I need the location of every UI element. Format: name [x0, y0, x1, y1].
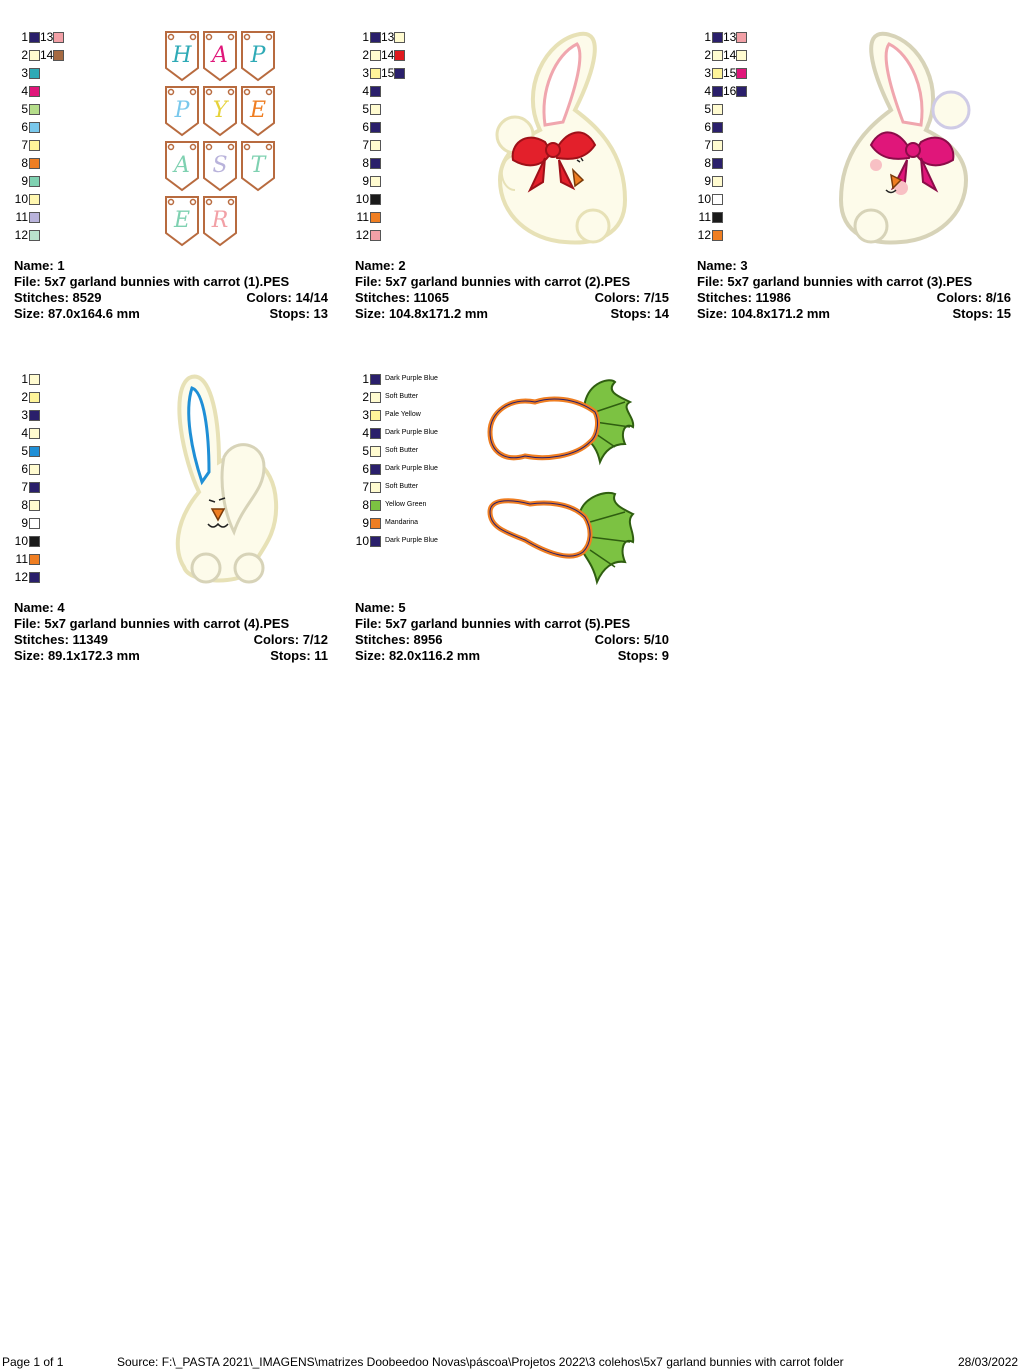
- palette-row: [14, 388, 40, 406]
- color-swatch: [370, 446, 381, 457]
- color-number: 3: [21, 408, 28, 422]
- design-card-2: [355, 0, 671, 330]
- color-palette: [14, 370, 40, 586]
- color-swatch: [53, 32, 64, 43]
- palette-row: [697, 28, 747, 46]
- palette-row: [14, 64, 64, 82]
- design-colors: Colors: 7/12: [253, 632, 328, 647]
- color-number: 2: [362, 48, 369, 62]
- color-number: 9: [21, 516, 28, 530]
- garland-letter: S: [212, 153, 228, 178]
- color-swatch: [29, 554, 40, 565]
- design-info: [697, 258, 1011, 322]
- design-stops: Stops: 14: [610, 306, 669, 321]
- palette-row: [355, 532, 438, 550]
- palette-row: [355, 118, 405, 136]
- palette-row: [355, 424, 438, 442]
- color-swatch: [370, 104, 381, 115]
- color-swatch: [370, 194, 381, 205]
- color-number: 7: [21, 480, 28, 494]
- color-swatch: [712, 104, 723, 115]
- color-swatch: [712, 86, 723, 97]
- color-swatch: [370, 158, 381, 169]
- color-number: 2: [21, 390, 28, 404]
- design-name: Name: 5: [355, 600, 406, 615]
- palette-row: [697, 154, 747, 172]
- color-swatch: [370, 410, 381, 421]
- source-path: Source: F:\_PASTA 2021\_IMAGENS\matrizes Doobeedoo Novas\páscoa\Projetos 2022\3 colehos\5x7 garland bunnies with carrot folder: [117, 1355, 844, 1369]
- color-number: 11: [15, 552, 28, 566]
- design-info: [14, 600, 328, 664]
- design-stops: Stops: 11: [270, 648, 328, 663]
- color-number: 12: [14, 228, 28, 242]
- palette-row: [14, 370, 40, 388]
- color-name: Dark Purple Blue: [385, 429, 438, 436]
- palette-row: [355, 64, 405, 82]
- color-palette: [697, 28, 747, 244]
- color-swatch: [29, 104, 40, 115]
- palette-row: [697, 190, 747, 208]
- palette-row: [697, 208, 747, 226]
- color-name: Dark Purple Blue: [385, 537, 438, 544]
- color-swatch: [370, 428, 381, 439]
- color-number: 10: [697, 192, 711, 206]
- color-swatch: [29, 50, 40, 61]
- color-swatch: [394, 50, 405, 61]
- color-name: Soft Butter: [385, 483, 419, 490]
- garland-letter: A: [174, 153, 190, 178]
- color-swatch: [736, 50, 747, 61]
- palette-row: [697, 100, 747, 118]
- color-number: 2: [21, 48, 28, 62]
- color-number: 9: [21, 174, 28, 188]
- color-number: 8: [704, 156, 711, 170]
- color-number: 8: [21, 156, 28, 170]
- palette-row: [14, 28, 64, 46]
- color-number: 4: [704, 84, 711, 98]
- color-number: 15: [381, 66, 395, 80]
- color-number: 5: [704, 102, 711, 116]
- color-swatch: [29, 446, 40, 457]
- palette-row: [355, 208, 405, 226]
- design-size: Size: 82.0x116.2 mm: [355, 648, 481, 663]
- palette-row: [355, 154, 405, 172]
- color-number: 1: [362, 372, 369, 386]
- color-number: 9: [362, 174, 369, 188]
- color-swatch: [29, 212, 40, 223]
- palette-row: [355, 370, 438, 388]
- color-swatch: [29, 230, 40, 241]
- garland-letter: P: [174, 98, 190, 123]
- palette-row: [14, 406, 40, 424]
- color-swatch: [712, 194, 723, 205]
- color-number: 3: [362, 66, 369, 80]
- color-swatch: [370, 86, 381, 97]
- color-number: 8: [21, 498, 28, 512]
- color-number: 11: [698, 210, 711, 224]
- color-palette: [355, 28, 405, 244]
- palette-row: [14, 154, 64, 172]
- design-size: Size: 104.8x171.2 mm: [355, 306, 488, 321]
- color-number: 9: [362, 516, 369, 530]
- design-colors: Colors: 14/14: [246, 290, 328, 305]
- color-number: 11: [15, 210, 28, 224]
- color-number: 8: [362, 498, 369, 512]
- color-swatch: [370, 212, 381, 223]
- palette-row: [14, 46, 64, 64]
- garland-letter: T: [250, 153, 266, 178]
- color-swatch: [29, 392, 40, 403]
- color-number: 5: [21, 102, 28, 116]
- bunny-peeking-image: [164, 372, 284, 590]
- color-swatch: [736, 68, 747, 79]
- carrots-image: [485, 372, 640, 592]
- color-swatch: [712, 158, 723, 169]
- color-swatch: [370, 68, 381, 79]
- color-number: 4: [362, 84, 369, 98]
- garland-letter: H: [172, 43, 192, 68]
- palette-row: [697, 118, 747, 136]
- color-number: 14: [723, 48, 737, 62]
- palette-row: [14, 208, 64, 226]
- garland-letter: Y: [212, 98, 228, 123]
- color-swatch: [712, 212, 723, 223]
- garland-letter: E: [249, 98, 267, 123]
- color-swatch: [29, 464, 40, 475]
- color-number: 11: [356, 210, 369, 224]
- color-swatch: [712, 68, 723, 79]
- color-number: 14: [40, 48, 54, 62]
- design-size: Size: 89.1x172.3 mm: [14, 648, 140, 663]
- color-swatch: [370, 374, 381, 385]
- color-swatch: [29, 518, 40, 529]
- color-swatch: [29, 158, 40, 169]
- design-info: [14, 258, 328, 322]
- color-swatch: [370, 32, 381, 43]
- palette-row: [14, 100, 64, 118]
- color-number: 10: [14, 534, 28, 548]
- color-number: 5: [362, 444, 369, 458]
- color-swatch: [736, 86, 747, 97]
- color-number: 3: [21, 66, 28, 80]
- design-file: File: 5x7 garland bunnies with carrot (3).PES: [697, 274, 973, 289]
- color-swatch: [370, 392, 381, 403]
- color-name: Mandarina: [385, 519, 419, 526]
- garland-letter: P: [250, 43, 266, 68]
- color-number: 6: [362, 462, 369, 476]
- color-number: 13: [381, 30, 395, 44]
- color-swatch: [370, 50, 381, 61]
- color-number: 7: [21, 138, 28, 152]
- garland-letter: R: [211, 208, 229, 233]
- carrot-top: [490, 380, 633, 462]
- design-stitches: Stitches: 8529: [14, 290, 102, 305]
- color-number: 1: [362, 30, 369, 44]
- palette-row: [355, 190, 405, 208]
- design-card-5: [355, 342, 671, 672]
- design-name: Name: 1: [14, 258, 65, 273]
- color-number: 1: [21, 372, 28, 386]
- design-stops: Stops: 13: [269, 306, 328, 321]
- bunny-with-red-bow-image: [485, 30, 635, 250]
- palette-row: [14, 226, 64, 244]
- design-card-1: [14, 0, 330, 330]
- palette-row: [14, 442, 40, 460]
- color-swatch: [370, 176, 381, 187]
- design-name: Name: 4: [14, 600, 65, 615]
- palette-row: [355, 478, 438, 496]
- color-number: 7: [362, 480, 369, 494]
- palette-row: [697, 64, 747, 82]
- color-swatch: [29, 410, 40, 421]
- color-name: Soft Butter: [385, 447, 419, 454]
- palette-row: [14, 478, 40, 496]
- color-number: 5: [21, 444, 28, 458]
- palette-row: [355, 388, 438, 406]
- color-swatch: [29, 122, 40, 133]
- palette-row: [355, 100, 405, 118]
- palette-row: [14, 190, 64, 208]
- palette-row: [697, 82, 747, 100]
- palette-row: [355, 172, 405, 190]
- design-info: [355, 600, 669, 664]
- palette-row: [14, 118, 64, 136]
- design-info: [355, 258, 669, 322]
- garland-letter: E: [173, 208, 191, 233]
- color-swatch: [29, 140, 40, 151]
- color-number: 7: [704, 138, 711, 152]
- color-number: 12: [355, 228, 369, 242]
- palette-row: [14, 496, 40, 514]
- palette-row: [355, 514, 438, 532]
- color-swatch: [29, 32, 40, 43]
- color-swatch: [29, 68, 40, 79]
- palette-row: [14, 136, 64, 154]
- color-number: 14: [381, 48, 395, 62]
- palette-row: [697, 172, 747, 190]
- color-swatch: [370, 464, 381, 475]
- palette-row: [355, 496, 438, 514]
- design-colors: Colors: 7/15: [594, 290, 669, 305]
- palette-row: [14, 550, 40, 568]
- color-name: Pale Yellow: [385, 411, 421, 418]
- color-number: 5: [362, 102, 369, 116]
- palette-row: [355, 406, 438, 424]
- color-number: 15: [723, 66, 737, 80]
- palette-row: [355, 28, 405, 46]
- color-number: 4: [362, 426, 369, 440]
- color-swatch: [394, 32, 405, 43]
- color-swatch: [370, 536, 381, 547]
- color-number: 3: [362, 408, 369, 422]
- color-number: 16: [723, 84, 737, 98]
- design-file: File: 5x7 garland bunnies with carrot (2).PES: [355, 274, 631, 289]
- design-stitches: Stitches: 11349: [14, 632, 108, 647]
- color-swatch: [29, 500, 40, 511]
- page-number: Page 1 of 1: [2, 1355, 64, 1369]
- color-number: 12: [697, 228, 711, 242]
- bunny-with-pink-bow-image: [831, 30, 981, 250]
- color-swatch: [29, 374, 40, 385]
- palette-row: [14, 82, 64, 100]
- color-name: Soft Butter: [385, 393, 419, 400]
- color-swatch: [370, 518, 381, 529]
- palette-row: [355, 460, 438, 478]
- color-number: 12: [14, 570, 28, 584]
- color-number: 4: [21, 84, 28, 98]
- palette-row: [14, 424, 40, 442]
- color-palette: [355, 370, 438, 550]
- color-number: 13: [40, 30, 54, 44]
- color-swatch: [712, 176, 723, 187]
- color-number: 7: [362, 138, 369, 152]
- color-number: 2: [362, 390, 369, 404]
- color-number: 6: [704, 120, 711, 134]
- color-number: 10: [355, 534, 369, 548]
- palette-row: [14, 460, 40, 478]
- palette-row: [355, 82, 405, 100]
- color-swatch: [29, 194, 40, 205]
- design-stops: Stops: 9: [617, 648, 669, 663]
- palette-row: [355, 442, 438, 460]
- color-swatch: [370, 122, 381, 133]
- print-date: 28/03/2022: [958, 1355, 1019, 1369]
- color-name: Dark Purple Blue: [385, 465, 438, 472]
- palette-row: [355, 226, 405, 244]
- palette-row: [14, 172, 64, 190]
- palette-row: [355, 46, 405, 64]
- color-swatch: [29, 176, 40, 187]
- color-swatch: [736, 32, 747, 43]
- color-swatch: [29, 428, 40, 439]
- color-palette: [14, 28, 64, 244]
- color-swatch: [712, 230, 723, 241]
- design-name: Name: 3: [697, 258, 748, 273]
- palette-row: [14, 568, 40, 586]
- color-number: 13: [723, 30, 737, 44]
- design-file: File: 5x7 garland bunnies with carrot (1).PES: [14, 274, 290, 289]
- palette-row: [697, 136, 747, 154]
- color-swatch: [394, 68, 405, 79]
- color-swatch: [29, 482, 40, 493]
- design-stitches: Stitches: 8956: [355, 632, 443, 647]
- color-number: 2: [704, 48, 711, 62]
- palette-row: [697, 226, 747, 244]
- garland-design-image: [162, 30, 282, 248]
- color-name: Yellow Green: [385, 501, 427, 508]
- color-swatch: [712, 50, 723, 61]
- color-swatch: [370, 482, 381, 493]
- palette-row: [697, 46, 747, 64]
- color-number: 10: [355, 192, 369, 206]
- palette-row: [14, 532, 40, 550]
- color-swatch: [712, 122, 723, 133]
- color-swatch: [370, 140, 381, 151]
- design-card-4: [14, 342, 330, 672]
- color-swatch: [712, 32, 723, 43]
- design-file: File: 5x7 garland bunnies with carrot (4).PES: [14, 616, 290, 631]
- color-number: 6: [21, 462, 28, 476]
- color-number: 9: [704, 174, 711, 188]
- design-size: Size: 104.8x171.2 mm: [697, 306, 830, 321]
- color-number: 4: [21, 426, 28, 440]
- palette-row: [355, 136, 405, 154]
- design-colors: Colors: 5/10: [594, 632, 669, 647]
- color-swatch: [53, 50, 64, 61]
- color-number: 6: [362, 120, 369, 134]
- color-swatch: [370, 230, 381, 241]
- design-card-3: [697, 0, 1013, 330]
- color-number: 10: [14, 192, 28, 206]
- color-swatch: [29, 86, 40, 97]
- design-name: Name: 2: [355, 258, 406, 273]
- color-swatch: [712, 140, 723, 151]
- design-file: File: 5x7 garland bunnies with carrot (5).PES: [355, 616, 631, 631]
- color-number: 8: [362, 156, 369, 170]
- garland-letter: A: [212, 43, 228, 68]
- design-stops: Stops: 15: [952, 306, 1011, 321]
- color-swatch: [29, 572, 40, 583]
- design-stitches: Stitches: 11986: [697, 290, 791, 305]
- color-number: 6: [21, 120, 28, 134]
- color-name: Dark Purple Blue: [385, 375, 438, 382]
- color-swatch: [29, 536, 40, 547]
- design-stitches: Stitches: 11065: [355, 290, 449, 305]
- design-size: Size: 87.0x164.6 mm: [14, 306, 140, 321]
- color-number: 1: [21, 30, 28, 44]
- color-number: 1: [704, 30, 711, 44]
- color-number: 3: [704, 66, 711, 80]
- design-colors: Colors: 8/16: [936, 290, 1011, 305]
- color-swatch: [370, 500, 381, 511]
- carrot-bottom: [490, 493, 633, 582]
- palette-row: [14, 514, 40, 532]
